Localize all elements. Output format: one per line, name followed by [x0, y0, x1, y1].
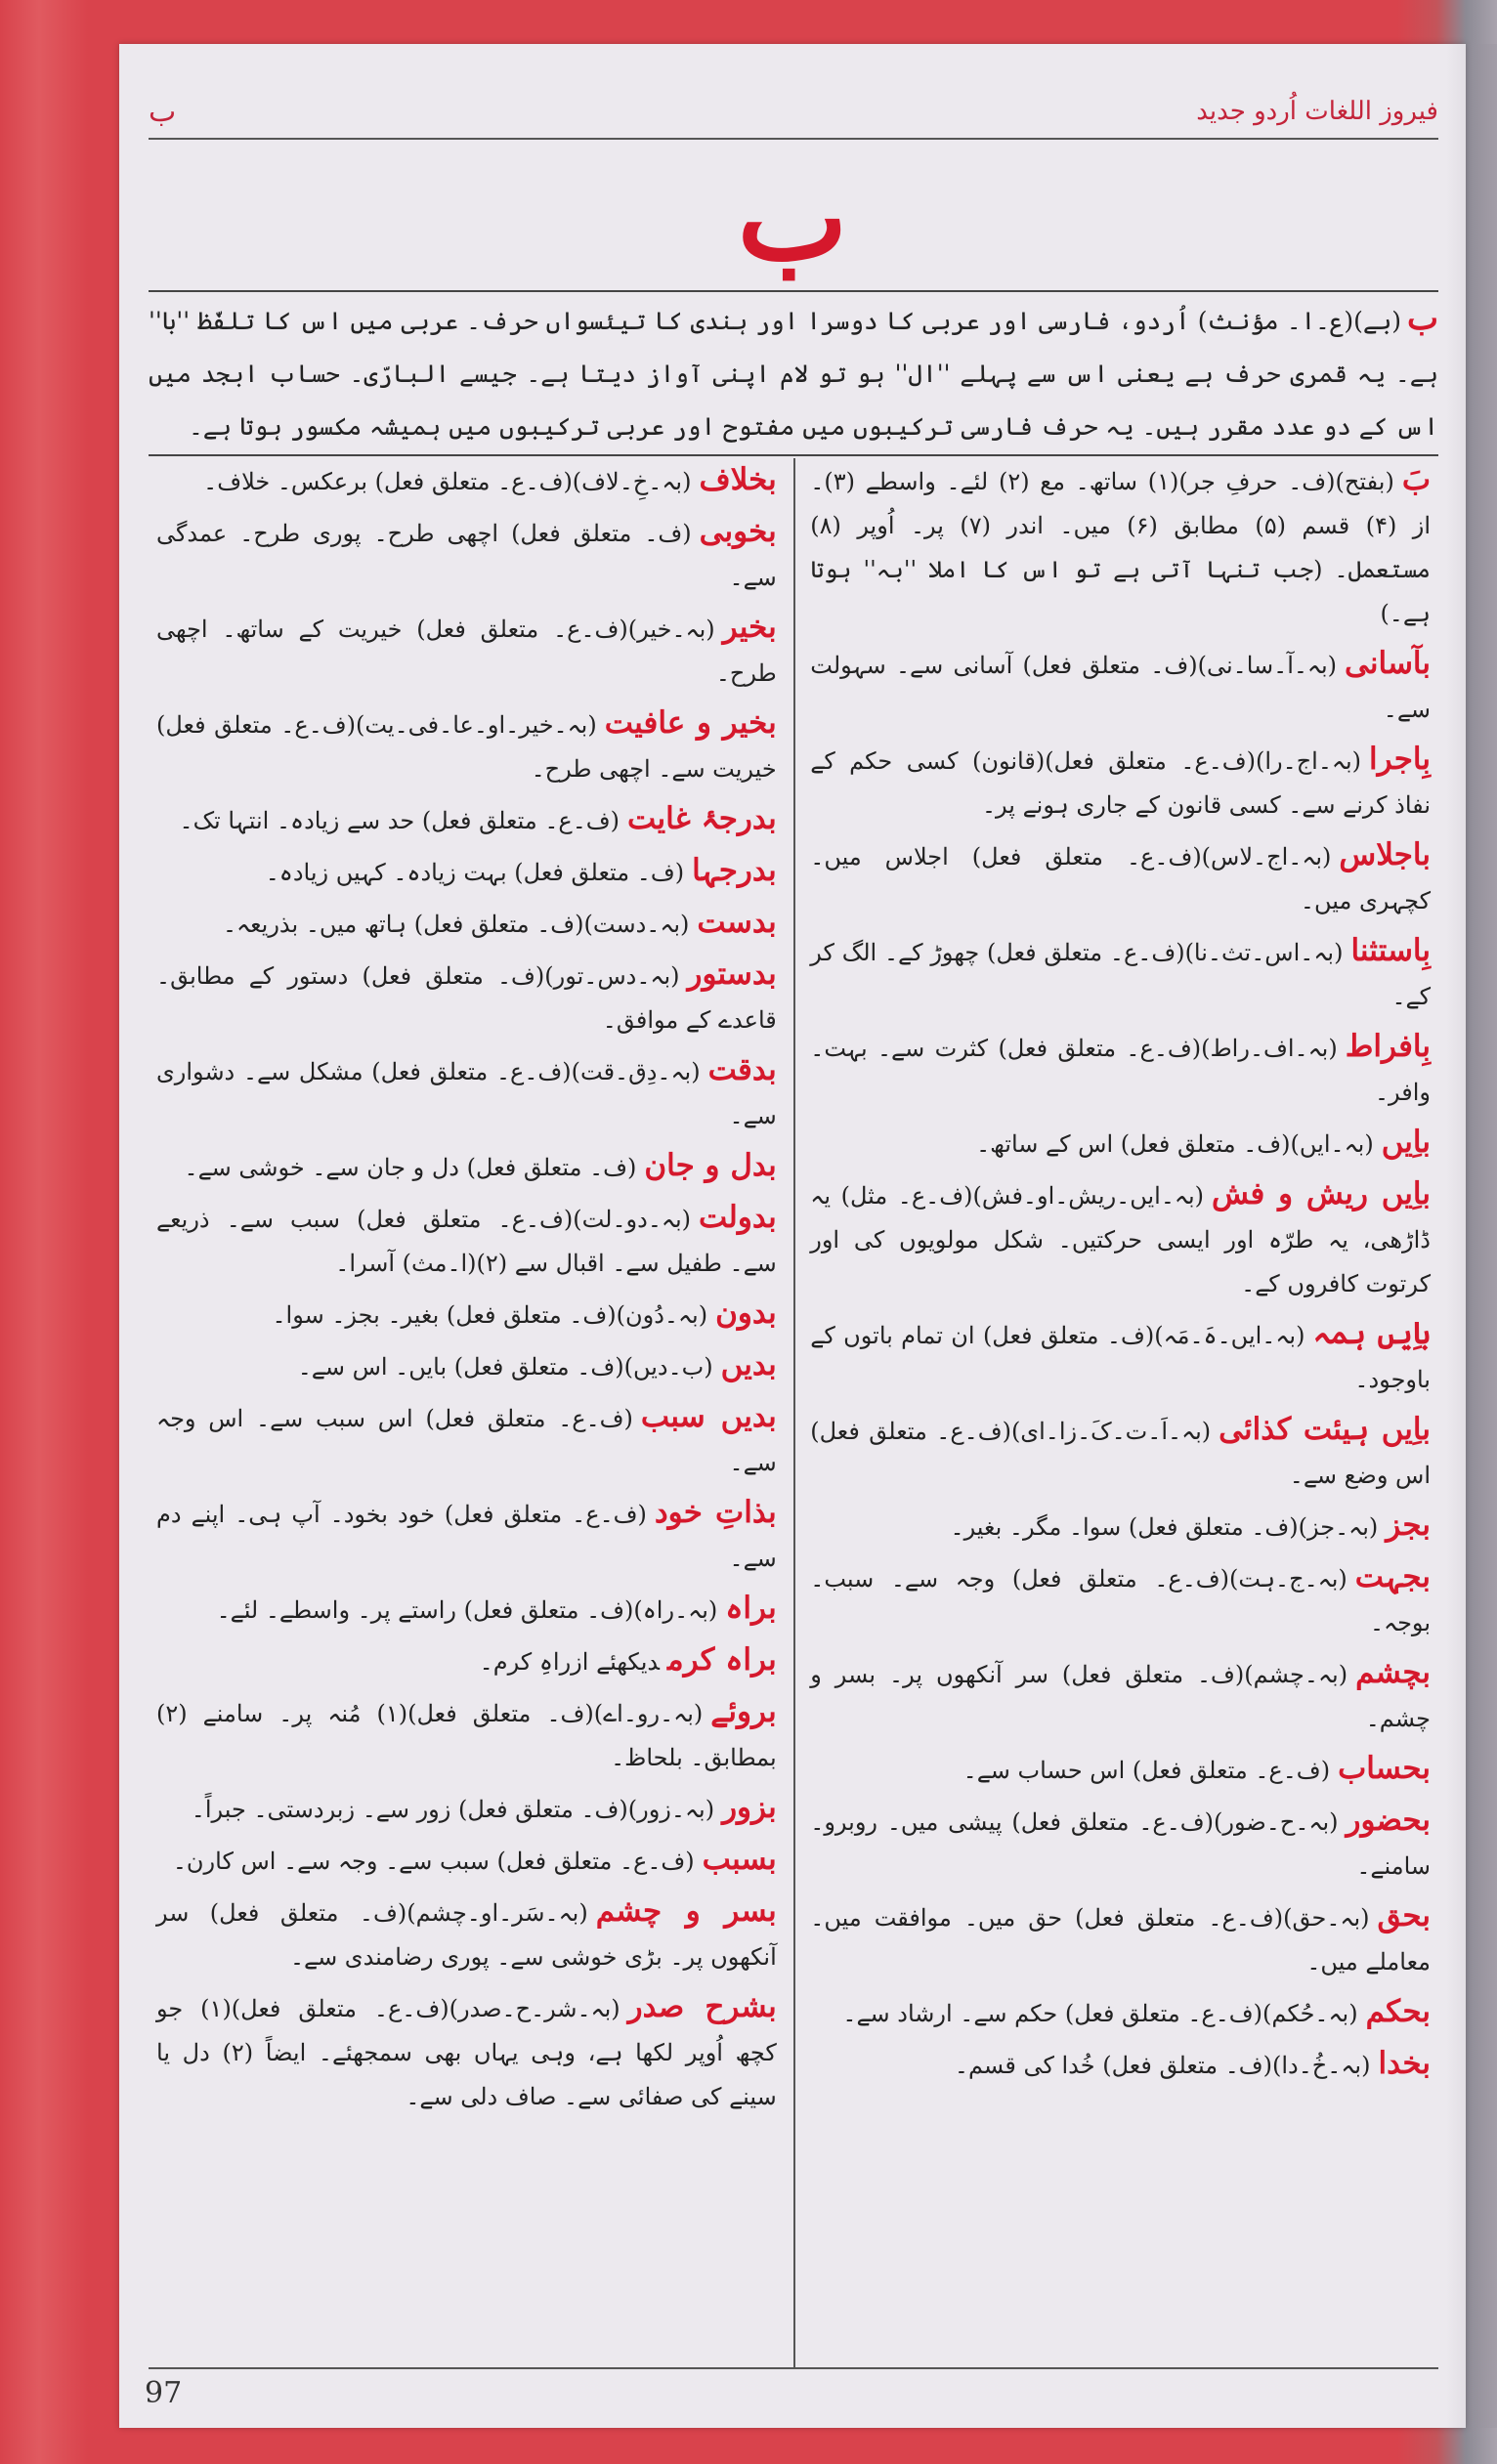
- entry-headword: بخوبی: [699, 514, 777, 549]
- entry-headword: بسبب: [702, 1842, 777, 1877]
- dictionary-entry: [149, 1395, 785, 1485]
- dictionary-entry: [149, 1985, 785, 2119]
- entry-definition: (بہ۔آ۔سا۔نی)(ف۔ متعلق فعل) آسانی سے۔ سہولت سے۔: [810, 652, 1431, 723]
- dictionary-entry: [149, 1196, 785, 1286]
- dictionary-entry: [149, 1491, 785, 1581]
- dictionary-entry: [802, 642, 1438, 732]
- entry-headword: براہ: [725, 1591, 777, 1626]
- entry-definition: (بہ۔حق)(ف۔ع۔ متعلق فعل) حق میں۔ موافقت میں۔ معاملے میں۔: [810, 1904, 1431, 1975]
- dictionary-entry: [149, 901, 785, 947]
- dictionary-entry: [802, 1990, 1438, 2036]
- entry-definition: (ب۔دیں)(ف۔ متعلق فعل) بایں۔ اس سے۔: [297, 1353, 713, 1381]
- entry-definition: (بہ۔دِق۔قت)(ف۔ع۔ متعلق فعل) مشکل سے۔ دشواری سے۔: [156, 1058, 777, 1129]
- entry-definition: (بہ۔ح۔ضور)(ف۔ع۔ متعلق فعل) پیشی میں۔ روبرو۔ سامنے۔: [810, 1808, 1431, 1880]
- entry-definition: (ف۔ع۔ متعلق فعل) اس حساب سے۔: [962, 1757, 1331, 1784]
- entry-headword: بَ: [1401, 462, 1431, 497]
- entry-headword: بشرح صدر: [627, 1989, 777, 2024]
- entry-definition: (بہ۔خُ۔دا)(ف۔ متعلق فعل) خُدا کی قسم۔: [954, 2052, 1371, 2079]
- running-title: فیروز اللغات اُردو جدید: [1196, 97, 1438, 126]
- entry-headword: بچشم: [1355, 1655, 1431, 1690]
- entry-headword: بدرجہا: [692, 853, 777, 888]
- entry-headword: بدون: [715, 1296, 777, 1331]
- entry-definition: (بہ۔اس۔تث۔نا)(ف۔ع۔ متعلق فعل) چھوڑ کے۔ الگ کر کے۔: [810, 939, 1431, 1010]
- entry-headword: بدیں سبب: [640, 1399, 777, 1434]
- entry-definition: (بہ۔دو۔لت)(ف۔ع۔ متعلق فعل) سبب سے۔ ذریعے سے۔ طفیل سے۔ اقبال سے (۲)(ا۔مث) آسرا۔: [156, 1206, 777, 1277]
- dictionary-entry: [149, 510, 785, 600]
- dictionary-entry: [149, 1890, 785, 1979]
- dictionary-entry: [802, 2042, 1438, 2088]
- entry-definition: (بہ۔اَ۔ت۔کَ۔زا۔ای)(ف۔ع۔ متعلق فعل) اس وضع سے۔: [810, 1418, 1431, 1489]
- entry-headword: بآسانی: [1345, 646, 1431, 681]
- dictionary-entry: [802, 1555, 1438, 1645]
- entry-definition: (بہ۔اج۔لاس)(ف۔ع۔ متعلق فعل) اجلاس میں۔ کچہری میں۔: [810, 843, 1431, 914]
- intro-headword: ب: [1406, 299, 1438, 338]
- dictionary-entry: [149, 701, 785, 791]
- entry-definition: (بہ۔اف۔راط)(ف۔ع۔ متعلق فعل) کثرت سے۔ بہت۔ وافر۔: [810, 1035, 1431, 1106]
- entry-definition: (بہ۔رو۔اے)(ف۔ متعلق فعل)(۱) مُنہ پر۔ سامنے (۲) بمطابق۔ بلحاظ۔: [156, 1700, 777, 1771]
- entry-headword: بدیں: [720, 1347, 777, 1382]
- entry-headword: بسر و چشم: [595, 1893, 777, 1929]
- entry-headword: باِیں ہیئت کذائی: [1219, 1412, 1431, 1447]
- entry-headword: بخیر و عافیت: [604, 705, 777, 741]
- entry-headword: بِافراط: [1345, 1029, 1431, 1064]
- entry-definition: (بہ۔حُکم)(ف۔ع۔ متعلق فعل) حکم سے۔ ارشاد سے۔: [842, 2000, 1358, 2027]
- dictionary-entry: [149, 797, 785, 843]
- entry-headword: بخیر: [722, 610, 777, 645]
- entry-definition: (بہ۔ایں۔ریش۔او۔فش)(ف۔ع۔ مثل) یہ ڈاڑھی، یہ طرّہ اور ایسی حرکتیں۔ شکل مولویوں کی اور کرتوت کافروں کے۔: [810, 1182, 1431, 1297]
- dictionary-entry: [149, 1638, 785, 1684]
- entry-definition: (ف۔ متعلق فعل) بہت زیادہ۔ کہیں زیادہ۔: [265, 859, 685, 886]
- entry-definition: (بہ۔زور)(ف۔ متعلق فعل) زور سے۔ زبردستی۔ جبراً۔: [191, 1796, 715, 1823]
- entry-columns: [149, 458, 1438, 2367]
- entry-definition: (بہ۔خیر۔او۔عا۔فی۔یت)(ف۔ع۔ متعلق فعل) خیریت سے۔ اچھی طرح۔: [156, 711, 777, 783]
- dictionary-entry: [802, 1312, 1438, 1402]
- dictionary-entry: [802, 1408, 1438, 1498]
- entry-headword: بِاستثنا: [1350, 933, 1431, 968]
- entry-headword: باِیں ہمہ: [1312, 1316, 1432, 1351]
- entry-definition: دیکھئے ازراہِ کرم۔: [479, 1648, 660, 1676]
- intro-text: (بے)(ع۔ا۔ مؤنث) اُردو، فارسی اور عربی کا دوسرا اور ہندی کا تیئسواں حرف۔ عربی میں اس کا تلفّظ ''با'' ہے۔ یہ قمری حرف ہے یعنی اس سے پہلے ''ال'' ہو تو لام اپنی آواز دیتا ہے۔ جیسے البارّی۔ حساب ابجد میں اس کے دو عدد مقرر ہیں۔ یہ حرف فارسی ترکیبوں میں مفتوح اور عربی ترکیبوں میں ہمیشہ مکسور ہوتا ہے۔: [149, 307, 1438, 441]
- entry-headword: بِاجرا: [1369, 742, 1431, 777]
- dictionary-entry: [802, 1025, 1438, 1115]
- dictionary-entry: [802, 1799, 1438, 1889]
- running-header: [149, 95, 1438, 140]
- entry-definition: (بہ۔ایں)(ف۔ متعلق فعل) اس کے ساتھ۔: [976, 1130, 1374, 1158]
- entry-definition: (ف۔ع۔ متعلق فعل) سبب سے۔ وجہ سے۔ اس کارن۔: [172, 1848, 695, 1875]
- entry-definition: (ف۔ع۔ متعلق فعل) اس سبب سے۔ اس وجہ سے۔: [156, 1405, 777, 1476]
- right-column: [802, 458, 1438, 2367]
- entry-headword: براہ کرم: [666, 1642, 777, 1678]
- entry-headword: بدرجۂ غایت: [627, 801, 777, 836]
- entry-definition: (بہ۔دست)(ف۔ متعلق فعل) ہاتھ میں۔ بذریعہ۔: [222, 911, 690, 938]
- dictionary-entry: [149, 849, 785, 895]
- entry-definition: (ف۔ متعلق فعل) اچھی طرح۔ پوری طرح۔ عمدگی سے۔: [156, 520, 777, 591]
- entry-headword: بخدا: [1378, 2046, 1431, 2081]
- entry-definition: (بہ۔دس۔تور)(ف۔ متعلق فعل) دستور کے مطابق۔ قاعدے کے موافق۔: [156, 962, 777, 1034]
- dictionary-entry: [802, 1121, 1438, 1167]
- column-divider: [793, 458, 795, 2367]
- dictionary-entry: [149, 606, 785, 696]
- dictionary-entry: [149, 1838, 785, 1884]
- dictionary-entry: [802, 1747, 1438, 1793]
- entry-definition: (بہ۔چشم)(ف۔ متعلق فعل) سر آنکھوں پر۔ بسر و چشم۔: [810, 1661, 1431, 1732]
- running-letter: ب: [149, 95, 177, 129]
- dictionary-page: [119, 44, 1466, 2428]
- entry-definition: (بہ۔ج۔ہت)(ف۔ع۔ متعلق فعل) وجہ سے۔ سبب۔ بوجہ۔: [810, 1565, 1431, 1636]
- entry-headword: بدقت: [707, 1052, 777, 1087]
- dictionary-entry: [149, 1587, 785, 1633]
- entry-definition: (بہ۔جز)(ف۔ متعلق فعل) سوا۔ مگر۔ بغیر۔: [950, 1513, 1379, 1541]
- entry-definition: (ف۔ع۔ متعلق فعل) حد سے زیادہ۔ انتہا تک۔: [179, 807, 620, 834]
- letter-introduction: [149, 290, 1438, 456]
- dictionary-entry: [149, 1048, 785, 1138]
- dictionary-entry: [802, 1894, 1438, 1984]
- entry-definition: (بہ۔شر۔ح۔صدر)(ف۔ع۔ متعلق فعل)(۱) جو کچھ اُوپر لکھا ہے، وہی یہاں بھی سمجھئے۔ ایضاً (۲) دل یا سینے کی صفائی سے۔ صاف دلی سے۔: [156, 1995, 777, 2110]
- entry-headword: بدستور: [687, 956, 777, 992]
- entry-headword: بجہت: [1354, 1559, 1431, 1594]
- entry-definition: (ف۔ع۔ متعلق فعل) خود بخود۔ آپ ہی۔ اپنے دم سے۔: [156, 1501, 777, 1572]
- entry-definition: (بہ۔ایں۔ہَ۔مَہ)(ف۔ متعلق فعل) ان تمام باتوں کے باوجود۔: [810, 1322, 1431, 1393]
- dictionary-entry: [149, 1343, 785, 1389]
- dictionary-entry: [149, 1690, 785, 1780]
- entry-headword: بدولت: [698, 1200, 777, 1235]
- dictionary-entry: [802, 458, 1438, 636]
- entry-definition: (بہ۔راہ)(ف۔ متعلق فعل) راستے پر۔ واسطے۔ لئے۔: [216, 1596, 718, 1624]
- entry-headword: بحضور: [1346, 1803, 1431, 1838]
- dictionary-entry: [149, 1786, 785, 1832]
- entry-headword: باِیں ریش و فش: [1212, 1176, 1432, 1211]
- entry-definition: (بہ۔خیر)(ف۔ع۔ متعلق فعل) خیریت کے ساتھ۔ اچھی طرح۔: [156, 616, 777, 687]
- entry-definition: (بہ۔اج۔را)(ف۔ع۔ متعلق فعل)(قانون) کسی حکم کے نفاذ کرنے سے۔ کسی قانون کے جاری ہونے پر۔: [810, 747, 1431, 819]
- entry-definition: (ف۔ متعلق فعل) دل و جان سے۔ خوشی سے۔: [184, 1154, 637, 1181]
- entry-headword: بذاتِ خود: [654, 1495, 777, 1530]
- dictionary-entry: [149, 953, 785, 1042]
- dictionary-entry: [802, 833, 1438, 923]
- dictionary-entry: [149, 458, 785, 504]
- entry-headword: بزور: [722, 1790, 777, 1825]
- entry-headword: بحکم: [1365, 1994, 1431, 2029]
- entry-definition: (بہ۔دُون)(ف۔ متعلق فعل) بغیر۔ بجز۔ سوا۔: [272, 1301, 708, 1329]
- bottom-rule: [149, 2367, 1438, 2369]
- entry-headword: بروئے: [710, 1694, 777, 1729]
- page-number: 97: [145, 2376, 183, 2410]
- entry-definition: (بہ۔سَر۔او۔چشم)(ف۔ متعلق فعل) سر آنکھوں پر۔ بڑی خوشی سے۔ پوری رضامندی سے۔: [156, 1899, 777, 1971]
- entry-definition: (بہ۔خِ۔لاف)(ف۔ع۔ متعلق فعل) برعکس۔ خلاف۔: [203, 468, 692, 495]
- entry-headword: بدل و جان: [644, 1148, 777, 1183]
- dictionary-entry: [802, 738, 1438, 828]
- dictionary-entry: [149, 1144, 785, 1190]
- entry-definition: (بفتح)(ف۔ حرفِ جر)(۱) ساتھ۔ مع (۲) لئے۔ واسطے (۳)۔ از (۴) قسم (۵) مطابق (۶) میں۔ اندر (۷) پر۔ اُوپر (۸) مستعمل۔ (جب تنہا آتی ہے تو اس کا املا ''بہ'' ہوتا ہے۔): [810, 468, 1432, 627]
- entry-headword: بحق: [1377, 1898, 1431, 1933]
- dictionary-entry: [802, 929, 1438, 1019]
- dictionary-entry: [149, 1292, 785, 1338]
- entry-headword: باجلاس: [1339, 837, 1431, 872]
- entry-headword: بجز: [1386, 1508, 1431, 1543]
- dictionary-entry: [802, 1172, 1438, 1306]
- entry-headword: بدست: [697, 905, 777, 940]
- intro-paragraph: [149, 292, 1438, 453]
- entry-headword: بخلاف: [699, 462, 777, 497]
- entry-headword: باِیں: [1381, 1125, 1431, 1160]
- dictionary-entry: [802, 1651, 1438, 1741]
- left-column: [149, 458, 785, 2367]
- entry-headword: بحساب: [1338, 1751, 1431, 1786]
- dictionary-entry: [802, 1504, 1438, 1550]
- section-letter: ب: [737, 149, 848, 287]
